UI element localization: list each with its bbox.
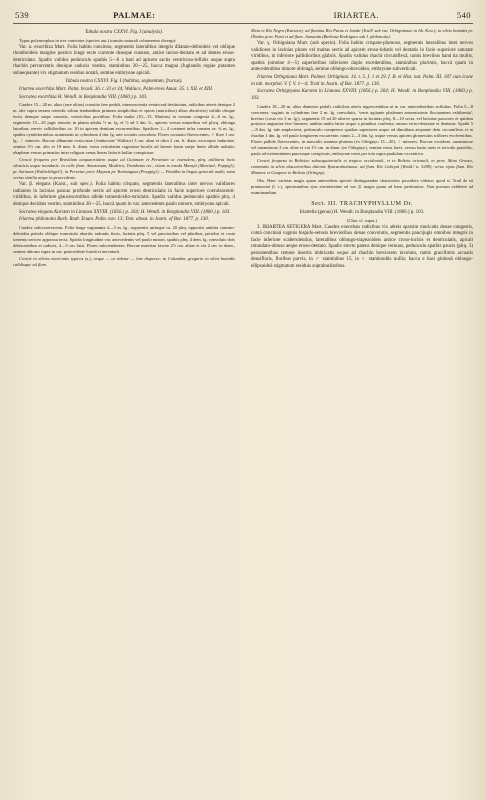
right-paragraph: Obs. Haec varietas magis quam antecedens speciei distinguendae characteres possidere videtur; quod st. Trail de eâ pronunciat (l. c.), speciminibus ejus erroneissime ad var. β. magis quam ad hanc pertinuisse. Non possum exhibere ad examinandum. bbox=[251, 177, 473, 195]
left-paragraph: Tabula nostra CXXVI. Fig. I (analysis). bbox=[85, 30, 163, 35]
text-columns bbox=[13, 28, 473, 272]
left-paragraph: Iriartea philonotia Barb. Rodr. Enum. Palm. nov. 13; Tent. about. in Journ. of Bot. 1877. p. 130. bbox=[19, 217, 210, 223]
page-number-right: 540 bbox=[456, 10, 471, 20]
left-paragraph: Var. α. exorrhiza Mart. Folia habitu concinno, segmentis lateralibus integris dilatato-deltoideis vel oblique rhomboideis margine postico longe recte currente deasque cuneato, antice inciso-dentato et ad dentes eroso-denticulato. Spadix validus pedunculo spathis 5—6 a basi ad apicem sactis ventricoso-inflatis usque supra rhachin percurrentis denique caducis vestito, staminibus 20—25, bacca magna (Juglandis regiae putamen subaequante) vix stigmatum residuo notatâ, semine embryone apicali. bbox=[13, 44, 235, 76]
left-paragraph: Socratea exorrhiza H. Wendl. in Bonplandia VIII. (1860.) p. 103. bbox=[19, 94, 148, 100]
left-paragraph: Caudex subcorrerescens. Folia longe vaginantia 4—5 m. lg., segmentis utrinque ca. 20 plrq. oppositis ambitu cuneato-deltoidea petiolo oblique truncatulo aboritis raduntis fissis, laciniis plrq. 5 vel paucioribus vel pluribus; petiolus et costa tomento sericeo approssa tecta. Spadix longitudine var. antecedentis vel paulo minori, spathis plrq. 4 dem. lg. convoluto dois dehiscentibus et caducis, 4—5 cm. latis. Flores subcrendentes. Baccae materiae favore 2½ cm. alitae et via 2 cm. in diam., semine ubicam supra in var. praecedente formâ et nervaturâ. bbox=[13, 225, 235, 255]
header-titles bbox=[29, 10, 379, 20]
left-paragraph: Var. β. elegans (Karst., sub spec.). Folia habitu crispato, segmentis lateralibus inter nervos validiores radiantes in lacinias paucas profunde sectis ad apicem eroso denticulatis in facie superiore coeruleacenti-viridibus, in inferiore glaucescentibus albide tomenticello-striolatis. Spadix validus pedunculo spathis plrq. 4 denique deciduis vestito, staminibus 20—25, baccâ quam in var. antecedente paulo minore, embryone apicali. bbox=[13, 182, 235, 207]
right-paragraph: Iriartella (genus) H. Wendl. in Bonplandia VIII. (1860.) p. 103. bbox=[299, 209, 425, 215]
header-genus: IRIARTEA. bbox=[333, 10, 379, 20]
right-column bbox=[251, 28, 473, 272]
left-paragraph: Crescit in silvios mericiatis typicos (s.), neque — ut videtur — late disperso: in Columbia, gregaria in silvis humidis calidisque ad flum. bbox=[13, 256, 235, 268]
left-paragraph: Socratea elegans Karsten in Linnaea XXVIII. (1856.) p. 264; H. Wendl. in Bonplandia VIII. (1860.) p. 103. bbox=[19, 209, 231, 215]
left-paragraph: Tabula nostra CXXVI. Fig. I (habitus, segmentum, fructus). bbox=[65, 79, 183, 85]
left-paragraph: Iriartea exorrhiza Mart. Palm. brasil. 36. t. 33 et 34; Wallace, Palm-trees Amaz. 35. t. XII. et XIII. bbox=[19, 86, 214, 92]
header-rule bbox=[13, 23, 473, 24]
right-paragraph: 3. IRIARTEA SETIGERA Mart. Caudex execelsus radicibus vix aëreis sparsim muricatis denae congestis, comâ concinnâ vaginis hispido-setosis brevioribus denae convolutis, segmentis paucijugis omnibus integris in facie inferiore scaberulentius, lateralibus oblongo-trapezoideis antice croso-incisis et denticulatis, apicali rotundato-obtuso aeque eroso-dentato. Spadix erecto patens denique cernuus, pedunculo spathis paucis (plrq. 3) persistentibus remote insertis imbricatis usque ad rhachin breviorem involuto, ramis gracillimis arcuatis densifloris, floribus parvis, in ♂ staminibus 15, in ♀ staminodiis nullis; bacca e basi globosâ oblongo-ellipsoideâ stigmatum residuis suprabasilaribus. bbox=[251, 224, 473, 269]
running-header bbox=[13, 10, 473, 23]
left-column bbox=[13, 28, 235, 272]
header-journal: PALMAE: bbox=[113, 10, 156, 20]
page-number-left: 539 bbox=[15, 10, 30, 20]
left-paragraph: Crescit frequens per Brasiliam aequatorialem usque ad Guianam et Peruviam se extendens, plrq. utilitaria locis silvaticis usque inundatis: in colle flum. Amazonum, Madeira, Trombetas etc., etiam in insula Marajó (Martius!, Poppig!); pr. Surinam (Wullschlägel!); in Peruviae prov. Maynas pr. Yurimaguas (Poeppig!). — Paxiúba in lingua generali audit; vana verius similia atque in praecedente. bbox=[13, 157, 235, 181]
right-paragraph: Var. γ. Orbigniana Mart. (sub specie). Folia habitu crispato-plumoso, segmentis lateralibus inter nervos validiores in lacinias plures vel maltas sectis ad apicem eroso-lobatis vel dentatis in facie superiore saturate viridibus, in inferiore pallidioribus glabris. Spadix validus rhachi circumflexâ, ramis brevibus hand ita multis, spathis (omnine 4—5) superioribus inferiores duplo excedentibus, staminibus plurimis, baccâ quam in antecedentibus minore oblongâ, semine oblongo-obovoideo, embryone subverticali. bbox=[251, 41, 473, 73]
right-paragraph: (Char. cf. supra.) bbox=[347, 217, 377, 223]
right-paragraph: Caudex 18—20 m. altus diametro pedali, radicibus aëreis nigrescentibus ut in var. antecedentibus suffultus. Folia 5—8 crescenea, vaginis in cylindrum fere 2 m. lg. convolutis, 'venis agitante phaleram amoenissime fluctuantem exhibentia', brevius (costa vix 3 m. lg.), segmentis 15 ad 20 ulterve sparsa in lacinias plrq. 8—10 secta, vel laciniae paucores et quidem postiace angustiae fere lineares; ambitu multo latior usque a pinnibus confertia, omnes eroso-dentatae et dentatae. Spathi 5—8 dm. lg. tale amplectens, pedunculo compresso spathas superiores usque ad dimidium aequante dein circumflexo et in rhachin 1 dm. lg. vel paulo longiorem excurrente, ramis 2—3 dm. lg. usque versus apicem glomerulos triflores evolventibus. Flores pallide flavescentes, in masculis stamina plurima (ex Orbignyo 15—20), ♀ minores. Baccae ovoideae, aurantiacae vel aurantiacae 2 cm. altae et via 1½ cm. in diam. (ex Orbignyo), semine extus laevi, versus basin areis et reticulo praeditis, paulo ad extremitatem punctaque conspicuis, embryone venis per tota supra paululum excentrico. bbox=[251, 103, 473, 157]
right-paragraph: Crescit frequens in Boliviae subaequatorialis et tropica occidentali, et in Bolivia orientali, in prov. Moto Grosso, communis in silvis obscurioribus ditionis Ypacarahuitanae, ad flum. Rio Cabeyal (Wedd.! n. 3298); verus ripas flum. Rio Mamore et Guapore in Bolivia (Orbigny). bbox=[251, 158, 473, 176]
left-paragraph: Caudex 15—20 m. altus (rare ultius) crassitie fere pedali, internoscentia ventricosâ destitutum, radicibus aëreis denique 2 m. alte supra terram ortendis solum tenduntibus primum simplicibus et spinis (muricibus) albus aboritivis) validis obsque tectis demque saepe cuneatis, ventricibus puvitibus. Folia multa (10—15. Martius) in comam congesta 4—6 m. lg., segmentis 15—20 jugis remotis in planta adulta ½ m. lg. et ½ ad 3 dm. lt., apicem versus minoribus vel plicq. oblonga latoribus, nervis callidioribus ca. 10 in apicem dentium excurrentibus. Spadices 1—4 coetanei infra comam ca. ¾ m. lg., spathis cymbiformibus acuminatis in cylindrum 4 dm. lg. arte sociatis convoluta. Flores coronato-flavescentes, ♂ flore 1 cm. lg., ♀ minores. Baccae albumine exsiccatae ('embocuite' Wallace) 3 cm. altae et ultra 2 cm. lt. diam. exocarpio induratae, semine 3½ cm. alto et 18 mm. lt. diam. extus reticulatim rugosiuse-loculis ad lateras basin saepe lineis albide radiatis; ehapheae versus primatiac inter religuus venas lineas latioris bullae conspicuae. bbox=[13, 102, 235, 155]
left-paragraph: Typus polymorphus in tres varietates (species aut.) transitu naturali cohaerentes divergit: bbox=[19, 37, 177, 43]
right-paragraph: Socratea Orbignyana Karsten in Linnaea XXVIII. (1856.) p. 264; H. Wendl. in Bonplandia VIII. (1860.) p. 103. bbox=[251, 89, 473, 101]
right-paragraph: Sect. III. TRACHYPHYLLUM Dr. bbox=[311, 200, 413, 208]
right-paragraph: Meta et Rio Negro (Karsten); ad flumina Rio Purus et Jatahi (Trail! sub var. Orbignianae in hb. Kew.); in silvis humidis pr. Óbidos prov. Pará et ad flum. Jamunda (Barbosa Rodrigues sub I. philonotia). bbox=[251, 28, 473, 39]
right-paragraph: Iriartea Orbigniana Mart. Palmet. Orbignian. 14. t. 5. f. 1 et 29. f. B. et Hist. nat. Palm. III. 187 cum icone in tab. morphol. V. f. V. 1—4; Trail in Journ. of Bot. 1877. p. 130. bbox=[251, 75, 473, 87]
